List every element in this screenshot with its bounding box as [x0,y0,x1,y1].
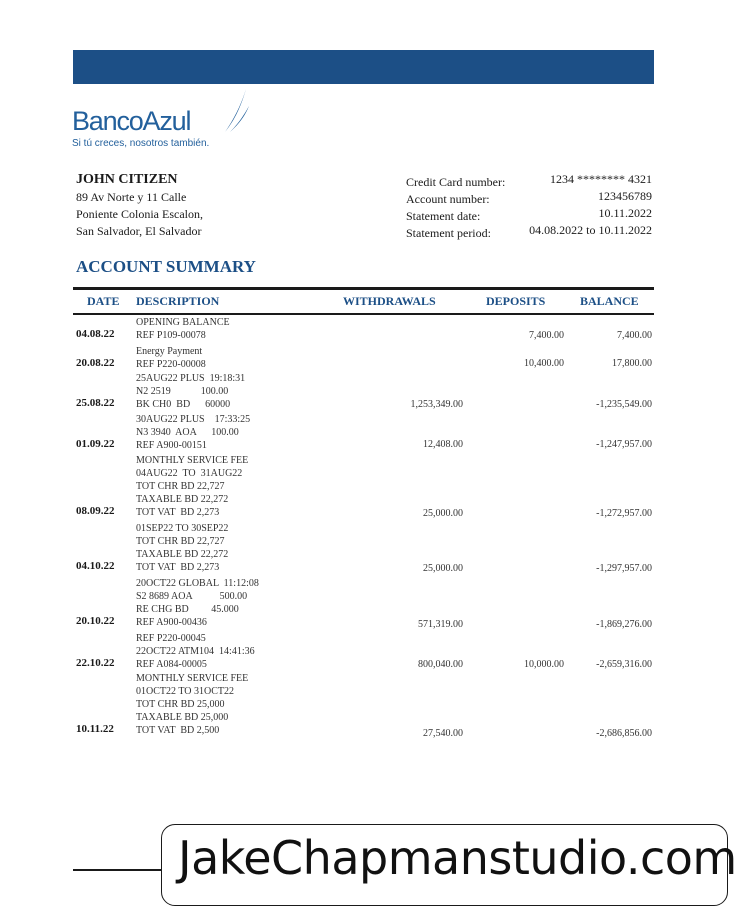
description-line: TOT CHR BD 22,727 [136,536,225,547]
transaction-date: 08.09.22 [76,505,115,517]
transaction-balance: 17,800.00 [612,358,652,369]
description-line: REF P220-00045 [136,633,206,644]
info-value: 04.08.2022 to 10.11.2022 [529,223,652,237]
transaction-description [136,345,206,371]
transaction-description [136,372,245,411]
description-line: MONTHLY SERVICE FEE [136,673,249,684]
description-line: RE CHG BD 45.000 [136,604,239,615]
transaction-balance: -1,272,957.00 [596,508,652,519]
transaction-withdrawal: 25,000.00 [423,563,463,574]
info-value: 10.11.2022 [598,206,652,220]
description-line: 20OCT22 GLOBAL 11:12:08 [136,578,259,589]
transaction-date: 22.10.22 [76,657,115,669]
info-label: Statement period: [406,226,491,240]
description-line: TAXABLE BD 22,272 [136,494,229,505]
column-header-withdrawals: WITHDRAWALS [343,294,436,308]
transaction-balance: -1,297,957.00 [596,563,652,574]
watermark-text: JakeChapmanstudio.com [178,831,737,885]
description-line: TOT CHR BD 25,000 [136,699,225,710]
address-line: San Salvador, El Salvador [76,224,202,238]
transaction-date: 20.10.22 [76,615,115,627]
transaction-balance: -1,869,276.00 [596,619,652,630]
transaction-balance: -1,235,549.00 [596,399,652,410]
bank-logo [72,88,272,153]
column-header-date: DATE [87,294,120,308]
description-line: REF P109-00078 [136,330,206,341]
column-header-deposits: DEPOSITS [486,294,546,308]
description-line: REF A900-00436 [136,617,207,628]
summary-title: ACCOUNT SUMMARY [76,257,256,276]
info-row [406,188,652,205]
description-line: TOT VAT BD 2,273 [136,562,220,573]
divider [73,287,654,290]
customer-block [76,171,203,240]
statement-info [406,171,652,239]
transaction-withdrawal: 12,408.00 [423,439,463,450]
transaction-description [136,577,259,629]
info-label: Credit Card number: [406,175,506,189]
description-line: TOT VAT BD 2,500 [136,725,220,736]
transaction-description [136,672,248,737]
header-color-bar [73,50,654,84]
divider [73,313,654,315]
description-line: S2 8689 AOA 500.00 [136,591,248,602]
bank-slogan: Si tú creces, nosotros también. [72,138,210,149]
description-line: 30AUG22 PLUS 17:33:25 [136,414,251,425]
description-line: TAXABLE BD 22,272 [136,549,229,560]
transaction-date: 20.08.22 [76,357,115,369]
description-line: 25AUG22 PLUS 19:18:31 [136,373,246,384]
transaction-withdrawal: 571,319.00 [418,619,463,630]
swoosh-icon [220,88,250,134]
description-line: TOT CHR BD 22,727 [136,481,225,492]
description-line: N2 2519 100.00 [136,386,229,397]
transaction-description [136,632,255,671]
transaction-withdrawal: 800,040.00 [418,659,463,670]
transaction-balance: 7,400.00 [617,330,652,341]
description-line: REF A900-00151 [136,440,207,451]
transaction-deposit: 7,400.00 [529,330,564,341]
description-line: TOT VAT BD 2,273 [136,507,220,518]
info-label: Statement date: [406,209,481,223]
transaction-date: 25.08.22 [76,397,115,409]
transaction-date: 10.11.22 [76,723,114,735]
address-line: 89 Av Norte y 11 Calle [76,190,187,204]
description-line: 04AUG22 TO 31AUG22 [136,468,243,479]
description-line: Energy Payment [136,346,203,357]
column-header-description: DESCRIPTION [136,294,220,308]
description-line: REF P220-00008 [136,359,206,370]
address-line: Poniente Colonia Escalon, [76,207,203,221]
description-line: 01OCT22 TO 31OCT22 [136,686,234,697]
transaction-description [136,413,250,452]
transaction-withdrawal: 25,000.00 [423,508,463,519]
transaction-balance: -1,247,957.00 [596,439,652,450]
transaction-date: 04.08.22 [76,328,115,340]
transaction-description [136,454,248,519]
description-line: 01SEP22 TO 30SEP22 [136,523,229,534]
description-line: BK CH0 BD 60000 [136,399,231,410]
description-line: MONTHLY SERVICE FEE [136,455,249,466]
bank-name: BancoAzul [72,106,191,136]
description-line: TAXABLE BD 25,000 [136,712,229,723]
transaction-withdrawal: 27,540.00 [423,728,463,739]
transaction-deposit: 10,000.00 [524,659,564,670]
transaction-description [136,316,230,342]
description-line: 22OCT22 ATM104 14:41:36 [136,646,255,657]
info-value: 1234 ******** 4321 [550,172,652,186]
column-header-balance: BALANCE [580,294,639,308]
info-row [406,171,652,188]
info-row [406,222,652,239]
customer-name: JOHN CITIZEN [76,172,178,187]
info-value: 123456789 [598,189,652,203]
transaction-date: 04.10.22 [76,560,115,572]
info-row [406,205,652,222]
watermark [161,824,737,906]
transaction-date: 01.09.22 [76,438,115,450]
transaction-description [136,522,228,574]
transaction-balance: -2,659,316.00 [596,659,652,670]
info-label: Account number: [406,192,490,206]
transaction-balance: -2,686,856.00 [596,728,652,739]
transaction-withdrawal: 1,253,349.00 [410,399,463,410]
description-line: OPENING BALANCE [136,317,230,328]
description-line: N3 3940 AOA 100.00 [136,427,239,438]
description-line: REF A084-00005 [136,659,207,670]
transaction-deposit: 10,400.00 [524,358,564,369]
